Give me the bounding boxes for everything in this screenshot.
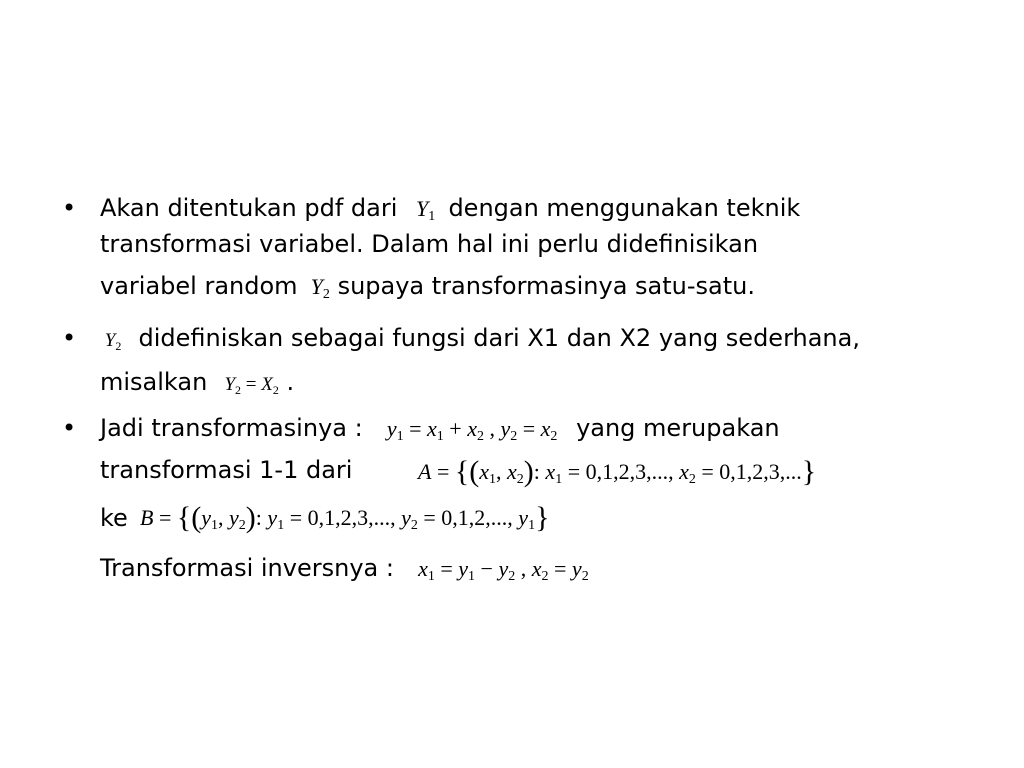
bullet-2-text-c: . [286,368,295,396]
bullet-3-text-d: ke [100,504,128,532]
bullet-marker: • [62,414,77,442]
bullet-1-text-b: dengan menggunakan teknik [448,194,801,222]
math-set-a: $A = \{(x_1$, $x_2$): $x_1 = 0,1,2,3$,..., $x_2 = 0,1,2,3$,...} [418,455,817,488]
math-y2-small: $Y_2$ [104,330,122,353]
bullet-1-text-c: variabel random [100,272,298,300]
bullet-3-text-e: Transformasi inversnya : [100,554,394,582]
bullet-3-line-1 [100,410,780,447]
bullet-1-text-d: supaya transformasinya satu-satu. [337,272,755,300]
math-y2-eq-x2: $Y_2 = X_2$ [224,374,279,397]
bullet-marker: • [62,324,77,352]
bullet-2-text-a: didefiniskan sebagai fungsi dari X1 dan X2 yang sederhana, [138,324,860,352]
bullet-3-text-b: yang merupakan [576,414,780,442]
bullet-3-text-c: transformasi 1-1 dari [100,456,353,484]
bullet-3-line-4 [100,550,589,587]
bullet-3-line-2 [100,452,352,488]
bullet-3-line-3 [100,500,128,536]
math-y1: $Y_1$ [416,196,436,224]
bullet-marker: • [62,194,77,222]
math-set-b: $B = \{(y_1$, $y_2$): $y_1 = 0,1,2,3$,..., $y_2 = 0,1,2$,..., $y_1$} [140,501,550,534]
math-y2: $Y_2$ [310,274,330,302]
math-inverse: $x_1 = y_1 - y_2$ , $x_2 = y_2$ [418,556,589,584]
bullet-1-line-1 [100,190,800,227]
bullet-2-line-1 [100,320,860,359]
bullet-1-line-2: transformasi variabel. Dalam hal ini perlu didefinisikan [100,230,759,258]
bullet-1-line-3 [100,268,755,305]
bullet-1-text-a: Akan ditentukan pdf dari [100,194,398,222]
bullet-3-text-a: Jadi transformasinya : [100,414,363,442]
bullet-2-text-b: misalkan [100,368,208,396]
bullet-2-line-2 [100,364,294,403]
math-transform: $y_1 = x_1 + x_2$ , $y_2 = x_2$ [386,416,558,444]
